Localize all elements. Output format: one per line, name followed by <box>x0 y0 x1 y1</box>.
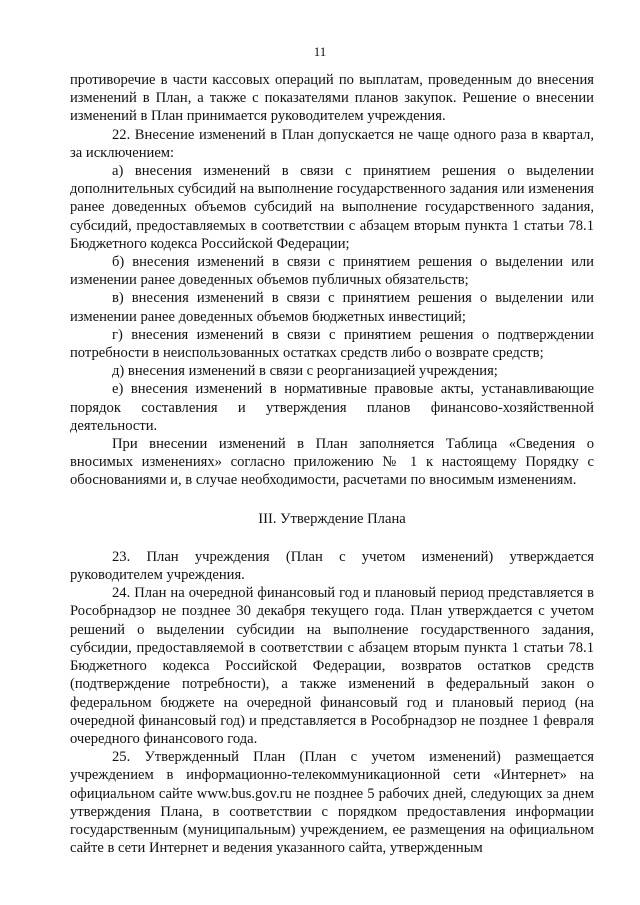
paragraphs-after-section <box>70 548 594 857</box>
paragraph: б) внесения изменений в связи с принятием решения о выделении или изменении ранее доведенных объемов публичных обязательств; <box>70 254 594 289</box>
paragraph: 25. Утвержденный План (План с учетом изменений) размещается учреждением в информационно-телекоммуникационной сети «Интернет» на официальном сайте www.bus.gov.ru не позднее 5 рабочих дней, следующих за днем утверждения Плана, в соответствии с порядком предоставления информации государственным (муниципальным) учреждением, ее размещения на официальном сайте в сети Интернет и ведения указанного сайта, утвержденным <box>70 749 594 857</box>
section-heading: III. Утверждение Плана <box>258 510 406 527</box>
document-body <box>70 71 594 857</box>
page-number: 11 <box>313 44 327 59</box>
paragraphs-before-section <box>70 71 594 490</box>
paragraph: д) внесения изменений в связи с реорганизацией учреждения; <box>112 363 498 380</box>
paragraph: г) внесения изменений в связи с принятием решения о подтверждении потребности в неиспользованных остатках средств либо о возврате средств; <box>70 326 594 362</box>
paragraph: 22. Внесение изменений в План допускается не чаще одного раза в квартал, за исключением: <box>70 126 594 161</box>
paragraph: При внесении изменений в План заполняется Таблица «Сведения о вносимых изменениях» согласно приложению № 1 к настоящему Порядку с обоснованиями и, в случае необходимости, расчетами по вносимым изменениям. <box>70 436 594 489</box>
paragraph: в) внесения изменений в связи с принятием решения о выделении или изменении ранее доведенных объемов бюджетных инвестиций; <box>70 290 594 325</box>
paragraph: а) внесения изменений в связи с принятием решения о выделении дополнительных субсидий на выполнение государственного задания или изменения ранее доведенных объемов субсидий на выполнение государственного задания, субсидий, предоставляемых в соответствии с абзацем вторым пункта 1 статьи 78.1 Бюджетного кодекса Российской Федерации; <box>70 163 594 252</box>
paragraph: е) внесения изменений в нормативные правовые акты, устанавливающие порядок составления и утверждения планов финансово-хозяйственной деятельности. <box>70 381 594 434</box>
paragraph: противоречие в части кассовых операций по выплатам, проведенным до внесения изменений в План, а также с показателями планов закупок. Решение о внесении изменений в План принимается руководителем учреждения. <box>70 72 594 125</box>
paragraph: 24. План на очередной финансовый год и плановый период представляется в Рособрнадзор не позднее 30 декабря текущего года. План утверждается с учетом решений о выделении субсидии на выполнение государственного задания, субсидии, предоставляемой в соответствии с абзацем вторым пункта 1 статьи 78.1 Бюджетного кодекса Российской Федерации, возвратов остатков средств (подтверждение потребности), а также изменений в федеральный закон о федеральном бюджете на очередной финансовый год и плановый период (на очередной финансовый год) и представляется в Рособрнадзор не позднее 1 февраля очередного финансового года. <box>70 585 594 747</box>
paragraph: 23. План учреждения (План с учетом изменений) утверждается руководителем учреждения. <box>70 548 594 584</box>
